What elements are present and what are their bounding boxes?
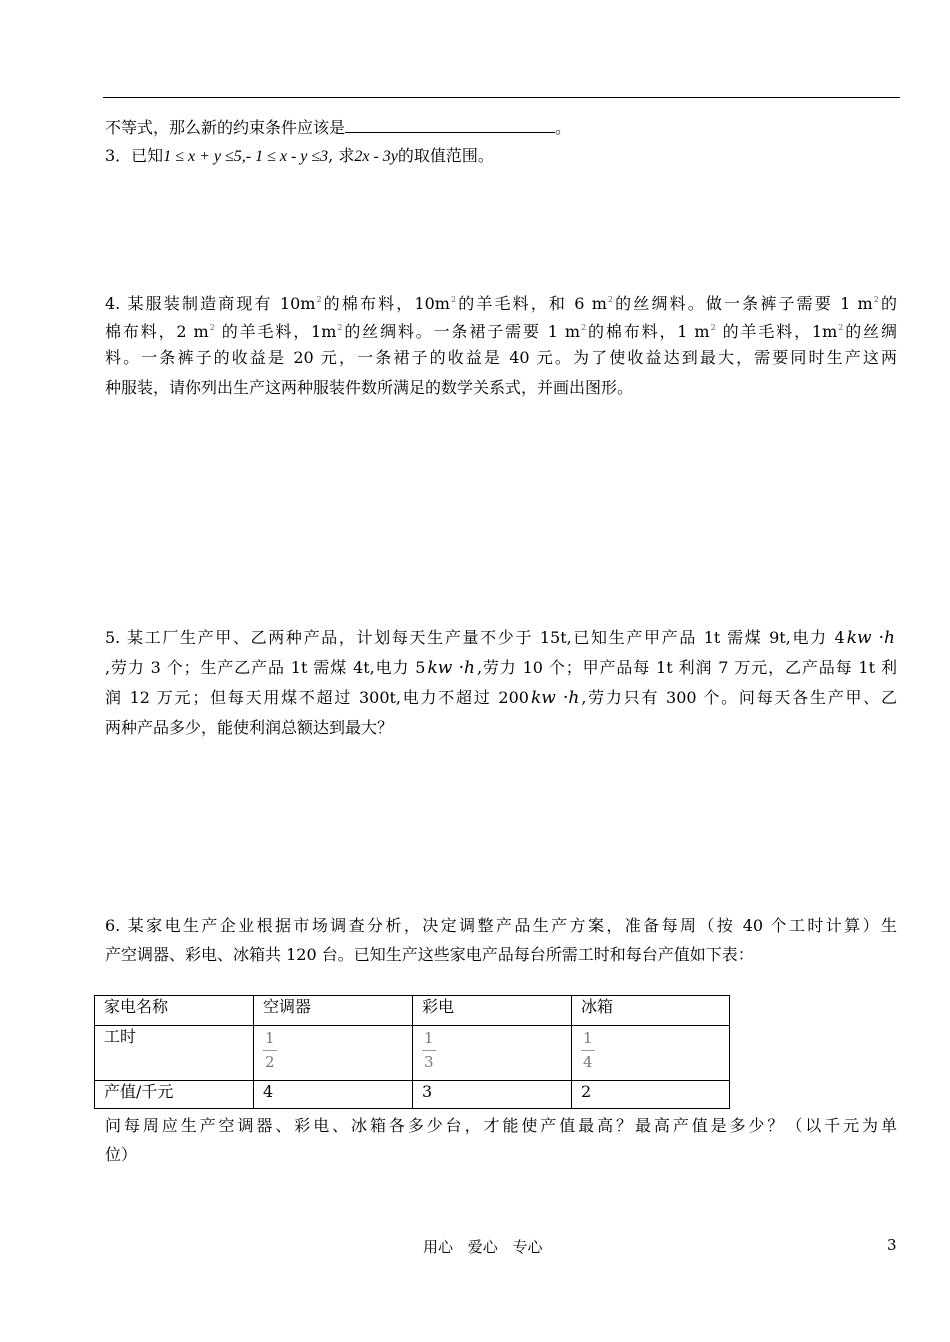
q4-l2-seg: 的羊毛料，1m [214,322,337,341]
fraction-bar [422,1050,436,1051]
q3-mid: , 求 [328,146,355,165]
sup: 2 [873,295,879,304]
sup: 2 [838,323,844,332]
unit-kwh: kw ·h [530,688,580,708]
sup: 2 [450,295,457,304]
sup: 2 [337,323,343,332]
q6-after-line-2: 位） [105,1145,138,1164]
q4-l1-seg: 的羊毛料，和 6 m [456,294,607,313]
table-cell [413,1026,572,1081]
table-row [95,1026,730,1081]
answer-blank[interactable] [345,118,555,133]
q3-math-target: 2x - 3y [354,148,398,165]
sup: 2 [607,295,613,304]
q4-line-2 [105,318,897,342]
fraction [263,1026,277,1071]
fraction-denominator: 4 [583,1053,593,1071]
fraction-numerator: 1 [265,1029,275,1047]
fraction-numerator: 1 [583,1029,593,1047]
unit-kwh: kw ·h [427,658,475,678]
table-cell [572,1026,730,1081]
q6-line-2: 产空调器、彩电、冰箱共 120 台。已知生产这些家电产品每台所需工时和每台产值如下表： [105,945,754,964]
footer-motto: 用心 爱心 专心 [423,1238,543,1256]
q4-l2-seg: 棉布料，2 m [105,322,209,341]
fraction-denominator: 2 [265,1053,275,1071]
q5-l2-text: ,劳力 3 个；生产乙产品 1t 需煤 4t,电力 5 [105,658,426,677]
q5-line-2 [105,658,897,678]
q5-line-4: 两种产品多少，能使利润总额达到最大？ [105,718,394,737]
q2-tail-text: 不等式，那么新的约束条件应该是 [105,118,346,137]
table-header-cell: 家电名称 [95,996,254,1026]
q5-l3-text: 润 12 万元；但每天用煤不超过 300t,电力不超过 200 [105,688,529,707]
q4-l2-seg: 的丝绸 [843,322,897,341]
q4-l2-seg: 的棉布料，1 m [586,322,710,341]
unit-kwh: kw ·h [846,628,896,648]
table-header-cell: 空调器 [254,996,413,1026]
q4-l1-seg: 4. 某服装制造商现有 10m [105,294,316,313]
q5-line-1 [105,628,897,648]
q6-after-line-1: 问每周应生产空调器、彩电、冰箱各多少台，才能使产值最高？最高产值是多少？（以千元为单 [105,1116,897,1135]
q5-l2-text: ,劳力 10 个；甲产品每 1t 利润 7 万元，乙产品每 1t 利 [476,658,897,677]
sup: 2 [581,323,587,332]
appliance-table [94,995,730,1109]
fraction-bar [581,1050,595,1051]
q4-l1-seg: 的棉布料，10m [321,294,450,313]
table-row [95,996,730,1026]
q4-l2-seg: 的丝绸料。一条裙子需要 1 m [342,322,581,341]
q5-l1-text: 5. 某工厂生产甲、乙两种产品，计划每天生产量不少于 15t,已知生产甲产品 1t 需煤 9t,电力 4 [105,628,845,647]
q3-suffix: 的取值范围。 [397,146,494,165]
q4-l1-seg: 的丝绸料。做一条裤子需要 1 m [613,294,873,313]
q4-line-4: 种服装，请你列出生产这两种服装件数所满足的数学关系式，并画出图形。 [105,378,634,397]
sup: 2 [710,323,716,332]
table-header-cell: 冰箱 [572,996,730,1026]
table-row-label: 产值/千元 [95,1081,254,1109]
q4-l2-seg: 的羊毛料，1m [715,322,838,341]
q3-math-constraints: 1 ≤ x + y ≤5,- 1 ≤ x - y ≤3 [163,148,329,165]
fraction-numerator: 1 [424,1029,434,1047]
fraction-bar [263,1050,277,1051]
q4-l1-seg: 的 [878,294,897,313]
table-header-cell: 彩电 [413,996,572,1026]
q2-tail-line [105,118,571,138]
fraction [422,1026,436,1071]
table-row [95,1081,730,1109]
table-cell [254,1026,413,1081]
table-row-label: 工时 [95,1026,254,1081]
q3-prefix: 3．已知 [105,146,164,165]
header-rule [103,97,900,98]
table-cell: 4 [254,1081,413,1109]
fraction [581,1026,595,1071]
q4-line-3: 料。一条裤子的收益是 20 元，一条裙子的收益是 40 元。为了使收益达到最大，需要同时生产这两 [105,348,897,367]
q4-line-1 [105,290,897,314]
table-cell: 3 [413,1081,572,1109]
q5-line-3 [105,688,897,708]
sup: 2 [316,295,322,304]
table-cell: 2 [572,1081,730,1109]
fraction-denominator: 3 [424,1053,434,1071]
page-number: 3 [887,1236,897,1254]
q2-tail-end: 。 [555,118,572,137]
q3-line [105,146,494,167]
sup: 2 [209,323,215,332]
q6-line-1: 6. 某家电生产企业根据市场调查分析，决定调整产品生产方案，准备每周（按 40 个工时计算）生 [105,916,897,935]
q5-l3-text: ,劳力只有 300 个。问每天各生产甲、乙 [581,688,897,707]
